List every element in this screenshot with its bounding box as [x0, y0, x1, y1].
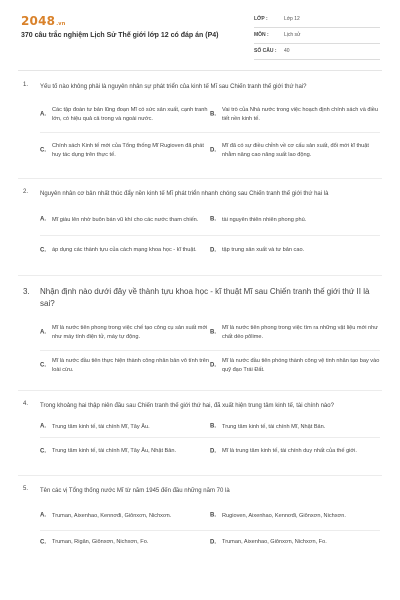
- answer-options: [40, 316, 380, 380]
- option-row: [40, 437, 380, 465]
- question-text: Trong khoảng hai thập niên đầu sau Chiến tranh thế giới thứ hai, đã xuất hiện trung tâm kinh tế, tài chính nào?: [40, 403, 334, 409]
- option-d[interactable]: [210, 133, 380, 168]
- option-text: Trung tâm kinh tế, tài chính Mĩ, Tây Âu, Nhật Bản.: [52, 448, 177, 454]
- option-text: Vai trò của Nhà nước trong việc hoạch định chính sách và điều tiết nền kinh tế.: [222, 107, 378, 122]
- option-text: tập trung sản xuất và tư bản cao.: [222, 247, 305, 253]
- option-text: Chính sách Kinh tế mới của Tổng thống Mĩ Rugioven đã phát huy tác dụng trên thực tế.: [52, 142, 204, 158]
- option-letter: D.: [210, 539, 216, 545]
- question-number: 1.: [23, 82, 29, 88]
- question-number: 2.: [23, 189, 29, 195]
- question-text: Yếu tố nào không phải là nguyên nhân sự phát triển của kinh tế Mĩ sau Chiến tranh thế giới thứ hai?: [40, 84, 307, 90]
- option-a[interactable]: [40, 205, 210, 235]
- question-number: 4.: [23, 401, 29, 407]
- option-letter: B.: [210, 111, 216, 118]
- option-row: [40, 417, 380, 437]
- option-text: Mĩ giàu lên nhờ buôn bán vũ khí cho các nước tham chiến.: [52, 216, 199, 223]
- question-item: [0, 486, 400, 554]
- option-text: Mĩ là nước đầu tiên thực hiện thành công nhân bản vô tính trên loài cừu.: [52, 357, 210, 373]
- meta-value: 40: [284, 48, 290, 54]
- document-header: [0, 0, 400, 66]
- option-letter: C.: [40, 539, 46, 545]
- option-text: Trung tâm kinh tế, tài chính Mĩ, Tây Âu.: [52, 423, 150, 430]
- logo-suffix: .vn: [56, 21, 66, 27]
- option-text: Truman, Aixenhao, Kennơđi, Giônxơn, Nichxơn.: [52, 512, 172, 519]
- answer-options: [40, 502, 380, 554]
- option-letter: C.: [40, 247, 46, 253]
- meta-row-subject: [254, 30, 380, 44]
- option-text: Rugioven, Aixenhao, Kennơđi, Giônxơn, Nichxơn.: [222, 512, 346, 519]
- option-letter: C.: [40, 362, 46, 368]
- option-letter: D.: [210, 147, 216, 153]
- answer-options: [40, 205, 380, 265]
- option-text: tài nguyên thiên nhiên phong phú.: [222, 216, 307, 223]
- option-row: [40, 350, 380, 380]
- question-text: Nhận định nào dưới đây về thành tựu khoa học - kĩ thuật Mĩ sau Chiến tranh thế giới thứ II là sai?: [40, 287, 370, 308]
- question-divider: [18, 178, 382, 179]
- option-b[interactable]: [210, 502, 380, 530]
- meta-value: Lịch sử: [284, 32, 301, 38]
- question-item: [0, 401, 400, 465]
- option-c[interactable]: [40, 133, 210, 168]
- option-a[interactable]: [40, 316, 210, 350]
- option-text: Truman, Aixenhao, Giônxơn, Nichxơn, Fo.: [222, 539, 327, 545]
- option-text: Trung tâm kinh tế, tài chính Mĩ, Nhật Bản.: [222, 423, 326, 430]
- question-number: 3.: [23, 287, 30, 296]
- option-letter: D.: [210, 247, 216, 253]
- option-text: Mĩ là nước tiên phong trong việc chế tạo công cụ sản xuất mới như máy tính điện tử, máy tự động.: [52, 325, 208, 340]
- option-row: [40, 98, 380, 132]
- option-row: [40, 502, 380, 530]
- option-letter: B.: [210, 329, 216, 336]
- option-a[interactable]: [40, 417, 210, 437]
- option-letter: A.: [40, 329, 46, 336]
- option-row: [40, 205, 380, 235]
- document-title: 370 câu trắc nghiệm Lịch Sử Thế giới lớp 12 có đáp án (P4): [21, 32, 219, 39]
- option-d[interactable]: [210, 531, 380, 554]
- question-text: Tên các vị Tổng thống nước Mĩ từ năm 1945 đến đầu những năm 70 là: [40, 488, 230, 494]
- option-row: [40, 530, 380, 554]
- meta-row-class: [254, 14, 380, 28]
- option-text: Các tập đoàn tư bản lũng đoạn Mĩ có sức sản xuất, cạnh tranh lớn, có hiệu quả cả trong và ngoài nước.: [52, 107, 208, 122]
- option-b[interactable]: [210, 205, 380, 235]
- option-letter: D.: [210, 362, 216, 368]
- meta-label: SỐ CÂU :: [254, 48, 277, 54]
- option-text: áp dụng các thành tựu của cách mạng khoa học - kĩ thuật.: [52, 247, 197, 253]
- meta-label: MÔN :: [254, 32, 269, 38]
- option-letter: A.: [40, 111, 46, 118]
- option-row: [40, 316, 380, 350]
- option-c[interactable]: [40, 438, 210, 465]
- option-letter: A.: [40, 423, 46, 430]
- option-text: Truman, Rigân, Giônxơn, Nichxơn, Fo.: [52, 539, 149, 545]
- option-c[interactable]: [40, 351, 210, 380]
- site-logo[interactable]: [21, 14, 66, 28]
- option-b[interactable]: [210, 417, 380, 437]
- answer-options: [40, 417, 380, 465]
- question-item: [0, 286, 400, 380]
- question-divider: [18, 390, 382, 391]
- option-row: [40, 132, 380, 168]
- option-c[interactable]: [40, 236, 210, 265]
- option-letter: A.: [40, 216, 46, 223]
- option-d[interactable]: [210, 438, 380, 465]
- option-letter: A.: [40, 512, 46, 519]
- option-a[interactable]: [40, 502, 210, 530]
- option-text: Mĩ là nước tiên phong trong việc tìm ra những vật liệu mới như chất dẻo pôlime.: [222, 325, 378, 340]
- meta-value: Lớp 12: [284, 16, 300, 22]
- question-divider: [18, 475, 382, 476]
- document-meta: [254, 14, 380, 62]
- option-text: Mĩ đã có sự điều chỉnh về cơ cấu sản xuất, đổi mới kĩ thuật nhằm nâng cao năng suất lao động.: [222, 142, 369, 158]
- question-item: [0, 82, 400, 168]
- option-letter: B.: [210, 423, 216, 430]
- option-d[interactable]: [210, 351, 380, 380]
- logo-text: 2048: [21, 14, 56, 28]
- option-a[interactable]: [40, 98, 210, 132]
- option-letter: B.: [210, 512, 216, 519]
- question-text: Nguyên nhân cơ bản nhất thúc đẩy nền kinh tế Mĩ phát triển nhanh chóng sau Chiến tranh thế giới thứ hai là: [40, 191, 329, 197]
- option-row: [40, 235, 380, 265]
- option-letter: B.: [210, 216, 216, 223]
- meta-label: LỚP :: [254, 16, 268, 22]
- question-number: 5.: [23, 486, 29, 492]
- answer-options: [40, 98, 380, 168]
- option-letter: D.: [210, 448, 216, 454]
- option-letter: C.: [40, 147, 46, 153]
- option-c[interactable]: [40, 531, 210, 554]
- header-divider: [18, 70, 382, 71]
- option-text: Mĩ là trung tâm kinh tế, tài chính duy nhất của thế giới.: [222, 448, 357, 454]
- option-d[interactable]: [210, 236, 380, 265]
- option-text: Mĩ là nước đầu tiên phóng thành công vệ tinh nhân tạo bay vào quỹ đạo Trái Đất.: [222, 357, 380, 373]
- option-letter: C.: [40, 448, 46, 454]
- option-b[interactable]: [210, 316, 380, 350]
- question-list: [0, 82, 400, 554]
- question-divider: [18, 275, 382, 276]
- question-item: [0, 189, 400, 265]
- option-b[interactable]: [210, 98, 380, 132]
- meta-row-count: [254, 46, 380, 60]
